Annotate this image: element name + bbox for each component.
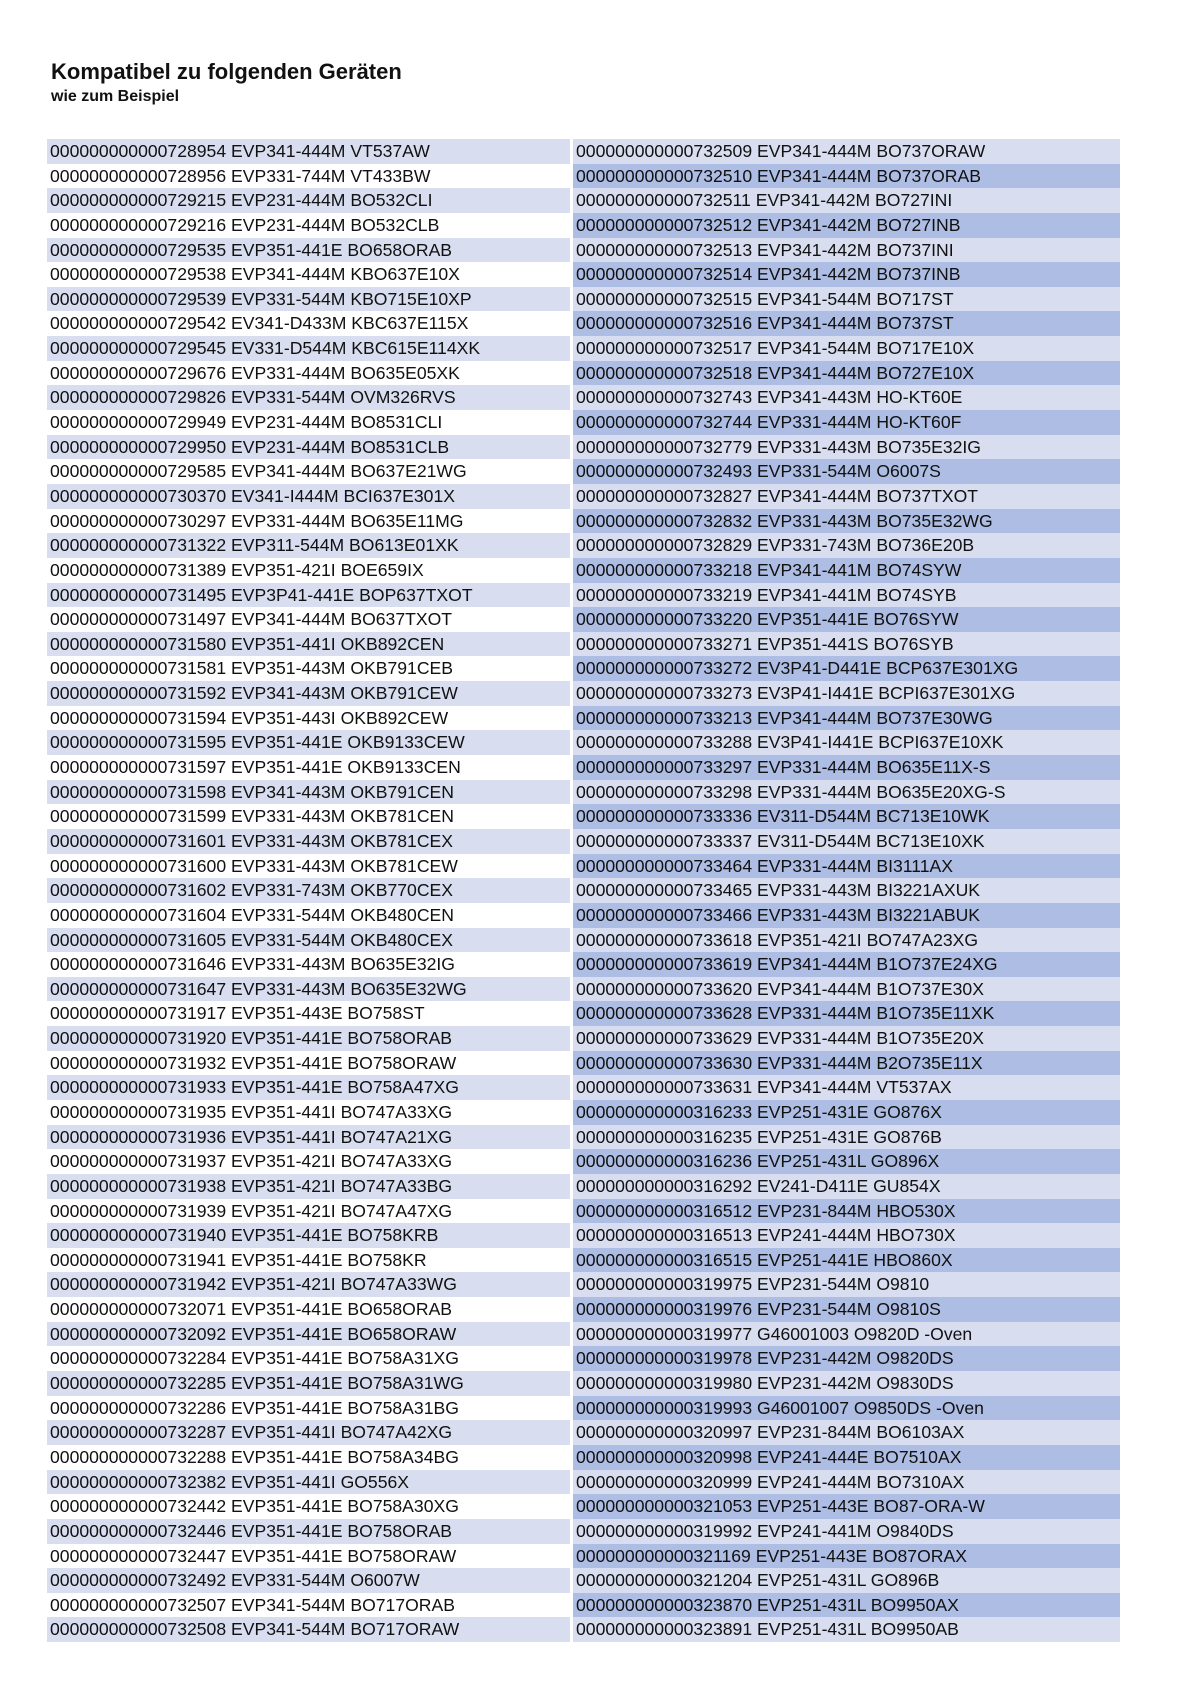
list-item: 000000000000731600 EVP331-443M OKB781CEW (47, 854, 570, 879)
list-item: 000000000000732515 EVP341-544M BO717ST (573, 287, 1120, 312)
list-item: 000000000000729676 EVP331-444M BO635E05XK (47, 361, 570, 386)
list-item: 000000000000731920 EVP351-441E BO758ORAB (47, 1026, 570, 1051)
list-item: 000000000000733620 EVP341-444M B1O737E30X (573, 977, 1120, 1002)
list-item: 000000000000731932 EVP351-441E BO758ORAW (47, 1051, 570, 1076)
list-item: 000000000000732447 EVP351-441E BO758ORAW (47, 1544, 570, 1569)
list-item: 000000000000731597 EVP351-441E OKB9133CEN (47, 755, 570, 780)
list-item: 000000000000732514 EVP341-442M BO737INB (573, 262, 1120, 287)
list-item: 000000000000733272 EV3P41-D441E BCP637E301XG (573, 656, 1120, 681)
list-item: 000000000000732511 EVP341-442M BO727INI (573, 188, 1120, 213)
list-item: 000000000000733213 EVP341-444M BO737E30WG (573, 706, 1120, 731)
list-item: 000000000000733271 EVP351-441S BO76SYB (573, 632, 1120, 657)
list-item: 000000000000732285 EVP351-441E BO758A31WG (47, 1371, 570, 1396)
list-item: 000000000000732287 EVP351-441I BO747A42XG (47, 1420, 570, 1445)
list-item: 000000000000729950 EVP231-444M BO8531CLB (47, 435, 570, 460)
page-subtitle: wie zum Beispiel (51, 88, 180, 105)
list-item: 000000000000728956 EVP331-744M VT433BW (47, 164, 570, 189)
list-item: 000000000000733297 EVP331-444M BO635E11X-S (573, 755, 1120, 780)
list-item: 000000000000316233 EVP251-431E GO876X (573, 1100, 1120, 1125)
list-item: 000000000000731497 EVP341-444M BO637TXOT (47, 607, 570, 632)
list-item: 000000000000730370 EV341-I444M BCI637E301X (47, 484, 570, 509)
list-item: 000000000000729215 EVP231-444M BO532CLI (47, 188, 570, 213)
list-item: 000000000000733337 EV311-D544M BC713E10XK (573, 829, 1120, 854)
list-item: 000000000000731389 EVP351-421I BOE659IX (47, 558, 570, 583)
list-item: 000000000000731937 EVP351-421I BO747A33XG (47, 1149, 570, 1174)
list-item: 000000000000732286 EVP351-441E BO758A31BG (47, 1396, 570, 1421)
list-item: 000000000000729545 EV331-D544M KBC615E114XK (47, 336, 570, 361)
list-item: 000000000000732516 EVP341-444M BO737ST (573, 311, 1120, 336)
list-item: 000000000000731936 EVP351-441I BO747A21XG (47, 1125, 570, 1150)
list-item: 000000000000733464 EVP331-444M BI3111AX (573, 854, 1120, 879)
list-item: 000000000000732779 EVP331-443M BO735E32IG (573, 435, 1120, 460)
list-item: 000000000000733336 EV311-D544M BC713E10WK (573, 804, 1120, 829)
list-item: 000000000000323870 EVP251-431L BO9950AX (573, 1593, 1120, 1618)
list-item: 000000000000731580 EVP351-441I OKB892CEN (47, 632, 570, 657)
list-item: 000000000000733219 EVP341-441M BO74SYB (573, 583, 1120, 608)
list-item: 000000000000732509 EVP341-444M BO737ORAW (573, 139, 1120, 164)
list-item: 000000000000316515 EVP251-441E HBO860X (573, 1248, 1120, 1273)
list-item: 000000000000732288 EVP351-441E BO758A34BG (47, 1445, 570, 1470)
list-item: 000000000000731322 EVP311-544M BO613E01XK (47, 533, 570, 558)
list-item: 000000000000731495 EVP3P41-441E BOP637TXOT (47, 583, 570, 608)
list-item: 000000000000731935 EVP351-441I BO747A33XG (47, 1100, 570, 1125)
list-item: 000000000000321053 EVP251-443E BO87-ORA-W (573, 1494, 1120, 1519)
list-item: 000000000000732442 EVP351-441E BO758A30XG (47, 1494, 570, 1519)
list-item: 000000000000320999 EVP241-444M BO7310AX (573, 1470, 1120, 1495)
list-item: 000000000000733629 EVP331-444M B1O735E20X (573, 1026, 1120, 1051)
list-item: 000000000000320997 EVP231-844M BO6103AX (573, 1420, 1120, 1445)
list-item: 000000000000316513 EVP241-444M HBO730X (573, 1223, 1120, 1248)
list-item: 000000000000729538 EVP341-444M KBO637E10X (47, 262, 570, 287)
list-item: 000000000000732832 EVP331-443M BO735E32WG (573, 509, 1120, 534)
list-item: 000000000000733630 EVP331-444M B2O735E11X (573, 1051, 1120, 1076)
page-header (51, 58, 402, 108)
list-item: 000000000000731938 EVP351-421I BO747A33BG (47, 1174, 570, 1199)
list-item: 000000000000732284 EVP351-441E BO758A31XG (47, 1346, 570, 1371)
device-list-left-column (47, 139, 570, 1642)
list-item: 000000000000731599 EVP331-443M OKB781CEN (47, 804, 570, 829)
list-item: 000000000000729535 EVP351-441E BO658ORAB (47, 238, 570, 263)
list-item: 000000000000732493 EVP331-544M O6007S (573, 459, 1120, 484)
list-item: 000000000000731605 EVP331-544M OKB480CEX (47, 928, 570, 953)
list-item: 000000000000319975 EVP231-544M O9810 (573, 1272, 1120, 1297)
list-item: 000000000000319993 G46001007 O9850DS -Oven (573, 1396, 1120, 1421)
list-item: 000000000000733220 EVP351-441E BO76SYW (573, 607, 1120, 632)
list-item: 000000000000731604 EVP331-544M OKB480CEN (47, 903, 570, 928)
list-item: 000000000000729949 EVP231-444M BO8531CLI (47, 410, 570, 435)
list-item: 000000000000733631 EVP341-444M VT537AX (573, 1075, 1120, 1100)
list-item: 000000000000731941 EVP351-441E BO758KR (47, 1248, 570, 1273)
list-item: 000000000000730297 EVP331-444M BO635E11MG (47, 509, 570, 534)
list-item: 000000000000731601 EVP331-443M OKB781CEX (47, 829, 570, 854)
list-item: 000000000000729585 EVP341-444M BO637E21WG (47, 459, 570, 484)
list-item: 000000000000731581 EVP351-443M OKB791CEB (47, 656, 570, 681)
list-item: 000000000000319980 EVP231-442M O9830DS (573, 1371, 1120, 1396)
list-item: 000000000000733273 EV3P41-I441E BCPI637E301XG (573, 681, 1120, 706)
list-item: 000000000000731647 EVP331-443M BO635E32WG (47, 977, 570, 1002)
list-item: 000000000000316236 EVP251-431L GO896X (573, 1149, 1120, 1174)
list-item: 000000000000319976 EVP231-544M O9810S (573, 1297, 1120, 1322)
list-item: 000000000000732743 EVP341-443M HO-KT60E (573, 385, 1120, 410)
list-item: 000000000000732508 EVP341-544M BO717ORAW (47, 1617, 570, 1642)
list-item: 000000000000319978 EVP231-442M O9820DS (573, 1346, 1120, 1371)
list-item: 000000000000316235 EVP251-431E GO876B (573, 1125, 1120, 1150)
list-item: 000000000000731917 EVP351-443E BO758ST (47, 1001, 570, 1026)
list-item: 000000000000728954 EVP341-444M VT537AW (47, 139, 570, 164)
page-title: Kompatibel zu folgenden Geräten (51, 59, 402, 84)
list-item: 000000000000732071 EVP351-441E BO658ORAB (47, 1297, 570, 1322)
list-item: 000000000000732446 EVP351-441E BO758ORAB (47, 1519, 570, 1544)
list-item: 000000000000731942 EVP351-421I BO747A33WG (47, 1272, 570, 1297)
list-item: 000000000000323891 EVP251-431L BO9950AB (573, 1617, 1120, 1642)
list-item: 000000000000731646 EVP331-443M BO635E32IG (47, 952, 570, 977)
list-item: 000000000000321169 EVP251-443E BO87ORAX (573, 1544, 1120, 1569)
list-item: 000000000000733618 EVP351-421I BO747A23XG (573, 928, 1120, 953)
device-list-right-column (573, 139, 1120, 1642)
list-item: 000000000000732492 EVP331-544M O6007W (47, 1568, 570, 1593)
list-item: 000000000000321204 EVP251-431L GO896B (573, 1568, 1120, 1593)
list-item: 000000000000731594 EVP351-443I OKB892CEW (47, 706, 570, 731)
list-item: 000000000000729216 EVP231-444M BO532CLB (47, 213, 570, 238)
list-item: 000000000000731598 EVP341-443M OKB791CEN (47, 780, 570, 805)
list-item: 000000000000731592 EVP341-443M OKB791CEW (47, 681, 570, 706)
list-item: 000000000000319977 G46001003 O9820D -Oven (573, 1322, 1120, 1347)
list-item: 000000000000733619 EVP341-444M B1O737E24XG (573, 952, 1120, 977)
list-item: 000000000000733465 EVP331-443M BI3221AXUK (573, 878, 1120, 903)
list-item: 000000000000732512 EVP341-442M BO727INB (573, 213, 1120, 238)
list-item: 000000000000732092 EVP351-441E BO658ORAW (47, 1322, 570, 1347)
list-item: 000000000000729542 EV341-D433M KBC637E115X (47, 311, 570, 336)
list-item: 000000000000733628 EVP331-444M B1O735E11XK (573, 1001, 1120, 1026)
list-item: 000000000000316292 EV241-D411E GU854X (573, 1174, 1120, 1199)
list-item: 000000000000729826 EVP331-544M OVM326RVS (47, 385, 570, 410)
list-item: 000000000000733466 EVP331-443M BI3221ABUK (573, 903, 1120, 928)
list-item: 000000000000732829 EVP331-743M BO736E20B (573, 533, 1120, 558)
list-item: 000000000000731933 EVP351-441E BO758A47XG (47, 1075, 570, 1100)
list-item: 000000000000733298 EVP331-444M BO635E20XG-S (573, 780, 1120, 805)
list-item: 000000000000732382 EVP351-441I GO556X (47, 1470, 570, 1495)
list-item: 000000000000731595 EVP351-441E OKB9133CEW (47, 730, 570, 755)
list-item: 000000000000316512 EVP231-844M HBO530X (573, 1199, 1120, 1224)
list-item: 000000000000732518 EVP341-444M BO727E10X (573, 361, 1120, 386)
list-item: 000000000000732513 EVP341-442M BO737INI (573, 238, 1120, 263)
list-item: 000000000000319992 EVP241-441M O9840DS (573, 1519, 1120, 1544)
list-item: 000000000000733288 EV3P41-I441E BCPI637E10XK (573, 730, 1120, 755)
list-item: 000000000000732744 EVP331-444M HO-KT60F (573, 410, 1120, 435)
list-item: 000000000000732517 EVP341-544M BO717E10X (573, 336, 1120, 361)
list-item: 000000000000732510 EVP341-444M BO737ORAB (573, 164, 1120, 189)
list-item: 000000000000731602 EVP331-743M OKB770CEX (47, 878, 570, 903)
list-item: 000000000000731940 EVP351-441E BO758KRB (47, 1223, 570, 1248)
list-item: 000000000000732507 EVP341-544M BO717ORAB (47, 1593, 570, 1618)
list-item: 000000000000731939 EVP351-421I BO747A47XG (47, 1199, 570, 1224)
list-item: 000000000000729539 EVP331-544M KBO715E10XP (47, 287, 570, 312)
list-item: 000000000000733218 EVP341-441M BO74SYW (573, 558, 1120, 583)
list-item: 000000000000320998 EVP241-444E BO7510AX (573, 1445, 1120, 1470)
list-item: 000000000000732827 EVP341-444M BO737TXOT (573, 484, 1120, 509)
